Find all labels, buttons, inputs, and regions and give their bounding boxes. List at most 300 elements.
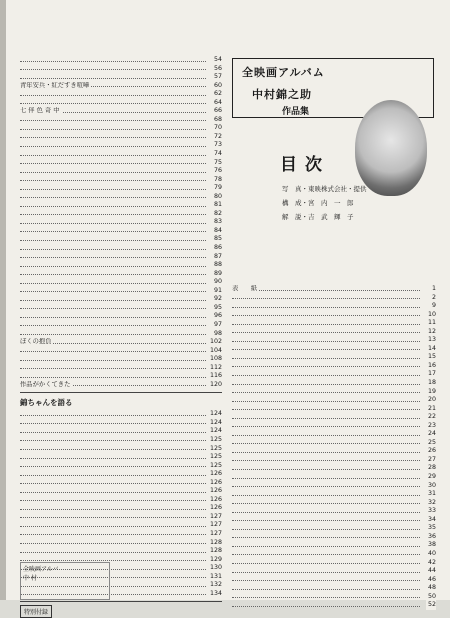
leader-dots xyxy=(232,332,420,333)
leader-dots xyxy=(232,307,420,308)
leader-dots xyxy=(20,552,206,553)
toc-entry xyxy=(20,445,222,454)
leader-dots xyxy=(20,197,206,198)
leader-dots xyxy=(232,375,420,376)
leader-dots xyxy=(20,231,206,232)
toc-entry xyxy=(20,338,222,347)
album-collection: 作品集 xyxy=(282,107,310,117)
toc-entry xyxy=(232,499,436,508)
leader-dots xyxy=(232,401,420,402)
leader-dots xyxy=(232,384,420,385)
toc-entry xyxy=(20,304,222,313)
toc-entry-page: 126 xyxy=(209,470,222,478)
leader-dots xyxy=(20,492,206,493)
toc-entry-page: 56 xyxy=(213,64,222,72)
toc-entry-page: 108 xyxy=(209,355,222,363)
toc-entry-page: 70 xyxy=(213,124,222,132)
toc-entry xyxy=(20,90,222,99)
toc-entry xyxy=(232,559,436,568)
toc-entry-page: 18 xyxy=(427,379,436,387)
toc-entry xyxy=(20,487,222,496)
toc-entry-page: 126 xyxy=(209,487,222,495)
toc-entry xyxy=(232,550,436,559)
footer-ad-line: 中 村 xyxy=(23,575,37,582)
toc-entry-page: 87 xyxy=(213,252,222,260)
toc-entry xyxy=(232,422,436,431)
leader-dots xyxy=(20,146,206,147)
toc-entry-page: 35 xyxy=(427,524,436,532)
toc-entry xyxy=(20,496,222,505)
toc-entry-page: 126 xyxy=(209,495,222,503)
toc-entry xyxy=(20,410,222,419)
actor-portrait xyxy=(355,100,427,196)
toc-entry xyxy=(232,430,436,439)
toc-entry-page: 9 xyxy=(431,302,436,310)
leader-dots xyxy=(232,366,420,367)
toc-entry-page: 26 xyxy=(427,447,436,455)
toc-entry-page: 32 xyxy=(427,498,436,506)
leader-dots xyxy=(20,206,206,207)
leader-dots xyxy=(232,392,420,393)
leader-dots xyxy=(232,290,420,291)
leader-dots xyxy=(20,103,206,104)
leader-dots xyxy=(20,120,206,121)
toc-entry xyxy=(232,473,436,482)
toc-entry xyxy=(20,99,222,108)
leader-dots xyxy=(232,349,420,350)
toc-entry-page: 126 xyxy=(209,478,222,486)
toc-entry xyxy=(20,193,222,202)
toc-entry-page: 25 xyxy=(427,438,436,446)
toc-entry-page: 1 xyxy=(431,285,436,292)
leader-dots xyxy=(20,78,206,79)
toc-entry-page: 38 xyxy=(427,541,436,549)
leader-dots xyxy=(232,512,420,513)
toc-entry xyxy=(20,321,222,330)
toc-entry-page: 68 xyxy=(213,115,222,123)
leader-dots xyxy=(20,440,206,441)
leader-dots xyxy=(232,572,420,573)
toc-entry-page: 104 xyxy=(209,346,222,354)
toc-entry xyxy=(232,311,436,320)
credit-name: 吉 武 輝 子 xyxy=(308,213,354,221)
toc-entry xyxy=(20,312,222,321)
leader-dots xyxy=(20,560,206,561)
toc-entry-page: 82 xyxy=(213,209,222,217)
leader-dots xyxy=(20,300,206,301)
toc-entry-page: 127 xyxy=(209,512,222,520)
leader-dots xyxy=(20,155,206,156)
toc-entry xyxy=(20,347,222,356)
toc-entry-page: 62 xyxy=(213,90,222,98)
toc-entry-page: 116 xyxy=(209,372,222,380)
leader-dots xyxy=(232,589,420,590)
leader-dots xyxy=(20,458,206,459)
leader-dots xyxy=(20,223,206,224)
toc-entry-page: 72 xyxy=(213,132,222,140)
credit-name: 宮 内 一 郎 xyxy=(308,199,354,207)
toc-entry xyxy=(232,379,436,388)
toc-entry xyxy=(20,479,222,488)
leader-dots xyxy=(232,409,420,410)
leader-dots xyxy=(20,214,206,215)
toc-entry xyxy=(20,176,222,185)
toc-entry-page: 16 xyxy=(427,361,436,369)
toc-entry-page: 10 xyxy=(427,310,436,318)
toc-entry xyxy=(232,584,436,593)
leader-dots xyxy=(20,61,206,62)
toc-entry xyxy=(232,413,436,422)
leader-dots xyxy=(20,95,206,96)
toc-entry-page: 124 xyxy=(209,410,222,418)
toc-entry-page: 27 xyxy=(427,455,436,463)
leader-dots xyxy=(232,520,420,521)
toc-entry-page: 48 xyxy=(427,584,436,592)
credit-line: 写 真・東映株式会社・提供 xyxy=(282,185,367,193)
toc-entry-page: 98 xyxy=(213,329,222,337)
toc-entry-page: 36 xyxy=(427,532,436,540)
leader-dots xyxy=(232,503,420,504)
leader-dots xyxy=(20,240,206,241)
toc-entry-page: 30 xyxy=(427,481,436,489)
toc-entry-page: 23 xyxy=(427,421,436,429)
toc-entry-page: 66 xyxy=(213,107,222,115)
toc-entry xyxy=(20,65,222,74)
leader-dots xyxy=(20,475,206,476)
toc-entry-title: 青年安兵・紅だすき喧嘩 xyxy=(20,81,90,89)
leader-dots xyxy=(20,283,206,284)
toc-entry-page: 57 xyxy=(213,73,222,81)
leader-dots xyxy=(232,452,420,453)
leader-dots xyxy=(20,526,206,527)
leader-dots xyxy=(20,69,206,70)
credit-role: 解 説 xyxy=(282,213,302,221)
toc-entry xyxy=(20,227,222,236)
toc-entry xyxy=(20,355,222,364)
toc-entry-page: 15 xyxy=(427,353,436,361)
leader-dots xyxy=(20,189,206,190)
toc-entry xyxy=(232,541,436,550)
toc-entry xyxy=(232,388,436,397)
leader-dots xyxy=(20,500,206,501)
toc-entry-page: 24 xyxy=(427,430,436,438)
leader-dots xyxy=(232,537,420,538)
toc-entry-page: 11 xyxy=(427,319,436,327)
toc-entry xyxy=(20,364,222,373)
left-toc-list xyxy=(20,56,222,389)
toc-entry-page: 131 xyxy=(209,572,222,580)
leader-dots xyxy=(232,469,420,470)
leader-dots xyxy=(20,509,206,510)
toc-entry-page: 128 xyxy=(209,538,222,546)
credit-role: 写 真 xyxy=(282,185,302,193)
leader-dots xyxy=(232,529,420,530)
leader-dots xyxy=(20,180,206,181)
toc-entry-page: 129 xyxy=(209,555,222,563)
toc-entry-page: 134 xyxy=(209,589,222,597)
leader-dots xyxy=(20,449,206,450)
toc-entry-page: 52 xyxy=(427,601,436,609)
toc-entry xyxy=(232,456,436,465)
leader-dots xyxy=(20,415,206,416)
leader-dots xyxy=(232,580,420,581)
toc-entry xyxy=(20,470,222,479)
toc-entry xyxy=(20,462,222,471)
toc-entry-page: 84 xyxy=(213,226,222,234)
toc-entry xyxy=(232,516,436,525)
toc-entry-page: 78 xyxy=(213,175,222,183)
toc-entry xyxy=(232,396,436,405)
toc-entry-title: 作品がかくてきた xyxy=(20,380,71,388)
toc-entry-page: 64 xyxy=(213,98,222,106)
toc-entry xyxy=(232,464,436,473)
toc-entry-page: 120 xyxy=(209,380,222,388)
toc-entry xyxy=(20,330,222,339)
toc-entry xyxy=(20,82,222,91)
leader-dots xyxy=(20,432,206,433)
toc-entry xyxy=(232,439,436,448)
leader-dots xyxy=(20,308,206,309)
divider xyxy=(20,392,222,393)
toc-entry xyxy=(20,210,222,219)
leader-dots xyxy=(20,163,206,164)
toc-entry xyxy=(20,56,222,65)
toc-entry xyxy=(232,319,436,328)
toc-entry xyxy=(232,567,436,576)
leader-dots xyxy=(232,606,420,607)
leader-dots xyxy=(20,466,206,467)
leader-dots xyxy=(20,534,206,535)
leader-dots xyxy=(20,517,206,518)
leader-dots xyxy=(232,563,420,564)
toc-entry xyxy=(20,124,222,133)
toc-entry xyxy=(20,436,222,445)
leader-dots xyxy=(232,358,420,359)
toc-entry-page: 127 xyxy=(209,521,222,529)
leader-dots xyxy=(20,325,206,326)
toc-entry-page: 86 xyxy=(213,244,222,252)
toc-entry xyxy=(20,287,222,296)
footer-ad-line: 全映画アルバ xyxy=(23,566,59,573)
toc-entry xyxy=(20,167,222,176)
toc-entry xyxy=(20,513,222,522)
leader-dots xyxy=(20,257,206,258)
leader-dots xyxy=(20,543,206,544)
credit-role: 構 成 xyxy=(282,199,302,207)
toc-entry-page: 28 xyxy=(427,464,436,472)
toc-entry xyxy=(232,490,436,499)
leader-dots xyxy=(20,368,206,369)
toc-entry-page: 13 xyxy=(427,336,436,344)
toc-entry-title: 七 伴 色 奇 中 xyxy=(20,107,60,115)
credit-line: 構 成・宮 内 一 郎 xyxy=(282,199,354,207)
toc-entry xyxy=(20,521,222,530)
toc-entry-title: 表 紙 xyxy=(232,285,258,292)
leader-dots xyxy=(20,291,206,292)
toc-entry xyxy=(20,201,222,210)
right-toc-column xyxy=(232,285,436,610)
toc-entry-page: 132 xyxy=(209,581,222,589)
leader-dots xyxy=(20,377,206,378)
toc-entry xyxy=(232,294,436,303)
toc-entry-page: 50 xyxy=(427,592,436,600)
toc-entry xyxy=(20,107,222,116)
toc-entry xyxy=(232,370,436,379)
toc-entry xyxy=(20,253,222,262)
toc-entry xyxy=(20,133,222,142)
footer-advert xyxy=(20,562,110,600)
toc-entry xyxy=(20,73,222,82)
toc-entry xyxy=(20,453,222,462)
toc-entry-page: 19 xyxy=(427,387,436,395)
toc-entry xyxy=(20,159,222,168)
section-heading: 錦ちゃんを語る xyxy=(20,398,73,408)
toc-entry-page: 124 xyxy=(209,418,222,426)
toc-entry-page: 73 xyxy=(213,141,222,149)
leader-dots xyxy=(20,351,206,352)
toc-entry-page: 12 xyxy=(427,327,436,335)
toc-entry-page: 88 xyxy=(213,261,222,269)
toc-entry-page: 20 xyxy=(427,396,436,404)
toc-entry xyxy=(20,184,222,193)
toc-entry xyxy=(20,270,222,279)
toc-entry-page: 40 xyxy=(427,549,436,557)
toc-entry xyxy=(232,533,436,542)
leader-dots xyxy=(232,495,420,496)
toc-entry xyxy=(20,381,222,390)
toc-entry xyxy=(232,302,436,311)
toc-entry xyxy=(232,362,436,371)
toc-entry-page: 29 xyxy=(427,473,436,481)
toc-entry-page: 80 xyxy=(213,192,222,200)
table-of-contents-heading: 目次 xyxy=(280,155,330,175)
leader-dots xyxy=(20,360,206,361)
toc-entry xyxy=(232,285,436,294)
toc-entry-page: 81 xyxy=(213,201,222,209)
toc-entry-page: 112 xyxy=(209,363,222,371)
toc-entry-page: 127 xyxy=(209,529,222,537)
toc-entry-page: 125 xyxy=(209,444,222,452)
credit-name: 東映株式会社・提供 xyxy=(308,185,367,193)
album-subject: 中村錦之助 xyxy=(252,88,312,101)
leader-dots xyxy=(20,172,206,173)
toc-entry xyxy=(20,504,222,513)
toc-entry xyxy=(20,295,222,304)
leader-dots xyxy=(232,426,420,427)
toc-entry xyxy=(20,427,222,436)
leader-dots xyxy=(20,423,206,424)
leader-dots xyxy=(20,266,206,267)
leader-dots xyxy=(232,478,420,479)
toc-entry xyxy=(232,507,436,516)
toc-entry xyxy=(20,261,222,270)
toc-entry-page: 31 xyxy=(427,490,436,498)
toc-entry xyxy=(20,150,222,159)
toc-entry xyxy=(232,447,436,456)
toc-entry-page: 128 xyxy=(209,547,222,555)
leader-dots xyxy=(20,249,206,250)
toc-entry xyxy=(232,576,436,585)
toc-entry xyxy=(20,218,222,227)
leader-dots xyxy=(232,298,420,299)
toc-entry-page: 126 xyxy=(209,504,222,512)
leader-dots xyxy=(232,554,420,555)
leader-dots xyxy=(20,334,206,335)
toc-entry-page: 2 xyxy=(431,293,436,301)
leader-dots xyxy=(232,435,420,436)
toc-entry-page: 97 xyxy=(213,320,222,328)
toc-entry-page: 34 xyxy=(427,515,436,523)
leader-dots xyxy=(232,324,420,325)
toc-entry-page: 96 xyxy=(213,312,222,320)
leader-dots xyxy=(232,315,420,316)
toc-entry-page: 83 xyxy=(213,218,222,226)
toc-entry-page: 125 xyxy=(209,435,222,443)
toc-entry xyxy=(232,524,436,533)
toc-entry-page: 74 xyxy=(213,150,222,158)
toc-entry xyxy=(232,601,436,610)
toc-entry-page: 54 xyxy=(213,56,222,63)
toc-entry-page: 14 xyxy=(427,344,436,352)
toc-entry-page: 17 xyxy=(427,370,436,378)
album-title: 全映画アルバム xyxy=(242,66,325,79)
toc-entry-page: 130 xyxy=(209,564,222,572)
leader-dots xyxy=(20,483,206,484)
divider xyxy=(20,601,222,602)
toc-entry xyxy=(20,116,222,125)
toc-entry xyxy=(232,405,436,414)
toc-entry xyxy=(232,353,436,362)
toc-entry-page: 21 xyxy=(427,404,436,412)
supplement-badge: 特別付録 xyxy=(20,605,52,618)
toc-entry xyxy=(20,278,222,287)
toc-entry-page: 46 xyxy=(427,575,436,583)
toc-entry xyxy=(20,141,222,150)
toc-entry-page: 79 xyxy=(213,184,222,192)
toc-entry-page: 42 xyxy=(427,558,436,566)
leader-dots xyxy=(232,486,420,487)
toc-entry xyxy=(20,235,222,244)
leader-dots xyxy=(20,274,206,275)
leader-dots xyxy=(232,418,420,419)
toc-entry xyxy=(232,345,436,354)
toc-entry-page: 44 xyxy=(427,567,436,575)
special-supplement xyxy=(20,605,222,618)
leader-dots xyxy=(232,597,420,598)
toc-entry-page: 91 xyxy=(213,286,222,294)
toc-entry-page: 22 xyxy=(427,413,436,421)
credit-line: 解 説・吉 武 輝 子 xyxy=(282,213,354,221)
leader-dots xyxy=(20,137,206,138)
toc-entry-page: 60 xyxy=(213,81,222,89)
toc-entry-page: 75 xyxy=(213,158,222,166)
toc-entry-page: 89 xyxy=(213,269,222,277)
toc-entry-page: 33 xyxy=(427,507,436,515)
toc-entry-page: 125 xyxy=(209,453,222,461)
toc-entry xyxy=(232,328,436,337)
toc-entry-page: 76 xyxy=(213,167,222,175)
leader-dots xyxy=(232,546,420,547)
toc-entry-title: ぼくの抱負 xyxy=(20,338,52,346)
toc-entry xyxy=(20,530,222,539)
toc-entry xyxy=(20,244,222,253)
toc-entry xyxy=(20,547,222,556)
toc-entry xyxy=(20,539,222,548)
toc-entry-page: 124 xyxy=(209,427,222,435)
toc-entry xyxy=(20,419,222,428)
toc-entry xyxy=(232,336,436,345)
toc-entry xyxy=(20,372,222,381)
